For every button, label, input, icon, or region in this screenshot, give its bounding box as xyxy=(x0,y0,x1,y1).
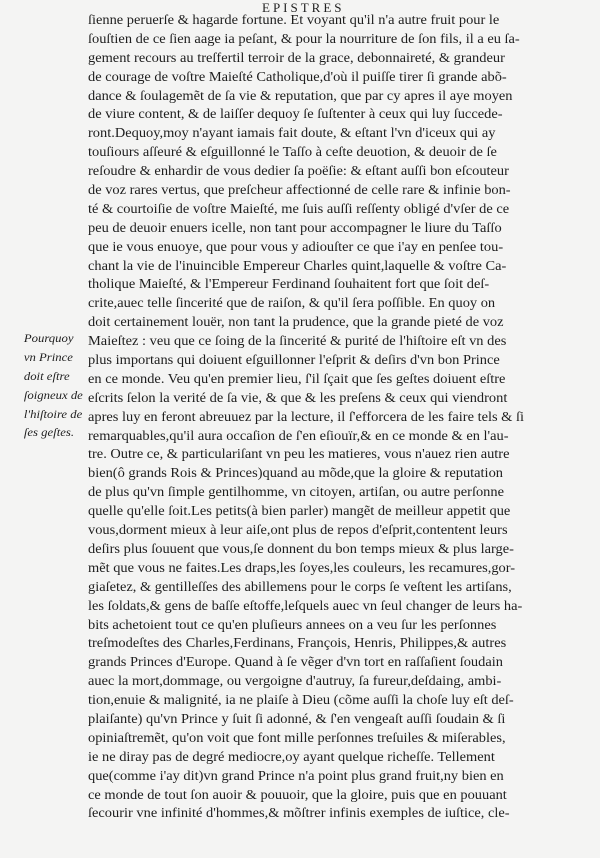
text-line: deſirs plus ſouuent que vous,ſe donnent du bon temps mieux & plus large- xyxy=(88,540,514,556)
text-line: auec la mort,dommage, ou vergoigne d'autruy, ſa fureur,deſdaing, ambi- xyxy=(88,673,502,689)
text-line: plus importans qui doiuent eſguillonner l'eſprit & deſirs d'vn bon Prince xyxy=(88,352,500,368)
text-line: crite,auec telle ſincerité que de raiſon, & qu'il ſera poſſible. En quoy on xyxy=(88,295,496,311)
text-line: ſecourir vne infinité d'hommes,& mõſtrer infinis exemples de iuſtice, cle- xyxy=(88,805,510,821)
margin-note-line: ſes geſtes. xyxy=(23,425,75,440)
text-line: que ie vous enuoye, que pour vous y adiouſter ce que i'ay en penſee tou- xyxy=(88,238,504,254)
margin-note-line: ſoigneux de xyxy=(23,387,83,402)
text-line: quelle qu'elle ſoit.Les petits(à bien parler) mangẽt de meilleur appetit que xyxy=(88,503,511,519)
body-text xyxy=(88,11,550,842)
text-line: en ce monde. Veu qu'en premier lieu, ſ'il ſçait que ſes geſtes doiuent eſtre xyxy=(88,370,506,386)
text-line: tion,enuie & malignité, ia ne plaiſe à Dieu (cõme auſſi la choſe luy eſt deſ- xyxy=(88,692,514,708)
text-line: que(comme i'ay dit)vn grand Prince n'a point plus grand fruit,ny bien en xyxy=(88,767,504,783)
text-line: gement recours au treſfertil terroir de la grace, debonnaireté, & grandeur xyxy=(88,49,505,65)
text-line: tre. Outre ce, & particulariſant vn peu les matieres, vous n'auez rien autre xyxy=(88,446,510,462)
text-line: plaiſante) qu'vn Prince y ſuit ſi adonné, & ſ'en vengeaſt auſſi ſoudain & ſi xyxy=(88,710,506,726)
text-line: ie ne diray pas de degré mediocre,oy ayant quelque richeſſe. Tellement xyxy=(88,748,495,764)
text-line: giaſetez, & gentilleſſes des abillemens pour le corps ſe veſtent les artiſans, xyxy=(88,578,512,594)
text-line: ront.Dequoy,moy n'ayant iamais fait doute, & eſtant l'vn d'iceux qui ay xyxy=(88,125,496,141)
margin-note xyxy=(23,329,98,442)
margin-note-line: Pourquoy xyxy=(23,331,74,345)
text-line: remarquables,qu'il aura occaſion de ſ'en eſiouïr,& en ce monde & en l'au- xyxy=(88,427,509,443)
text-line: mẽt que vous ne faites.Les draps,les ſoyes,les couleurs, les recamures,gor- xyxy=(88,559,516,575)
margin-note-line: l'hiſtoire de xyxy=(23,406,83,421)
text-line: de courage de voſtre Maieſté Catholique,d'où il puiſſe tirer ſi grande abõ- xyxy=(88,68,507,84)
text-line: de voz rares vertus, que preſcheur affectionné de celle rare & infinie bon- xyxy=(88,182,511,198)
text-line: touſiours aſſeuré & eſguillonné le Taſſo à ceſte deuotion, & deuoir de ſe xyxy=(88,144,497,160)
text-line: ce monde de tout ſon auoir & pouuoir, que la gloire, puis que en pouuant xyxy=(88,786,507,802)
text-line: vous,dorment mieux à leur aiſe,ont plus de repos d'eſprit,contentent leurs xyxy=(88,522,508,538)
text-line: bits achetoient tout ce qu'en pluſieurs annees on a veu ſur les perſonnes xyxy=(88,616,497,632)
margin-note-line: doit eſtre xyxy=(23,368,70,383)
text-line: peu de deuoir enuers icelle, non tant pour accompagner le liure du Taſſo xyxy=(88,219,502,235)
running-head: EPISTRES xyxy=(262,0,345,15)
text-line: té & courtoiſie de voſtre Maieſté, me ſuis auſſi reſſenty obligé d'vſer de ce xyxy=(88,200,510,216)
text-line: ſouſtien de ce ſien aage ia peſant, & pour la nourriture de ſon fils, il a eu ſa- xyxy=(88,30,520,46)
text-line: ſienne peruerſe & hagarde fortune. Et voyant qu'il n'a autre fruit pour le xyxy=(88,12,500,27)
text-line: dance & ſoulagemẽt de ſa vie & reputation, que par cy apres il aye moyen xyxy=(88,87,513,103)
text-line: les ſoldats,& gens de baſſe eſtoffe,leſquels auec vn ſeul changer de leurs ha- xyxy=(88,597,523,613)
text-line: bien(ô grands Rois & Princes)quand au mõde,que la gloire & reputation xyxy=(88,465,503,481)
text-line: apres luy en feront abreuuez par la lecture, il ſ'efforcera de les faire tels & ſi xyxy=(88,408,525,424)
text-line: treſmodeſtes des Charles,Ferdinans, François, Henris, Philippes,& autres xyxy=(88,635,507,651)
text-line: tholique Maieſté, & l'Empereur Ferdinand ſouhaitent fort que ſoit deſ- xyxy=(88,276,490,292)
text-line xyxy=(88,823,550,842)
text-line: doit certainement louër, non tant la prudence, que la grande pieté de voz xyxy=(88,314,504,330)
text-line: grands Princes d'Europe. Quand à ſe vẽger d'vn tort en raſſaſient ſoudain xyxy=(88,654,503,670)
text-line: opiniaſtremẽt, qu'on voit que font mille perſonnes treſuiles & miſerables, xyxy=(88,729,506,745)
margin-note-line: vn Prince xyxy=(23,349,73,364)
text-line: reſoudre & enhardir de vous dedier ſa poëſie: & eſtant auſſi bon eſcouteur xyxy=(88,163,509,179)
text-line: Maieſtez : veu que ce ſoing de la ſincerité & purité de l'hiſtoire eſt vn des xyxy=(88,333,507,349)
text-line: de plus qu'vn ſimple gentilhomme, vn citoyen, artiſan, ou autre perſonne xyxy=(88,484,504,500)
text-line: de viure content, & de laiſſer dequoy ſe ſuſtenter à ceux qui luy ſuccede- xyxy=(88,106,503,122)
text-line: eſcrits ſelon la verité de ſa vie, & que & les preſens & ceux qui viendront xyxy=(88,389,508,405)
text-line: chant la vie de l'inuincible Empereur Charles quint,laquelle & voſtre Ca- xyxy=(88,257,507,273)
